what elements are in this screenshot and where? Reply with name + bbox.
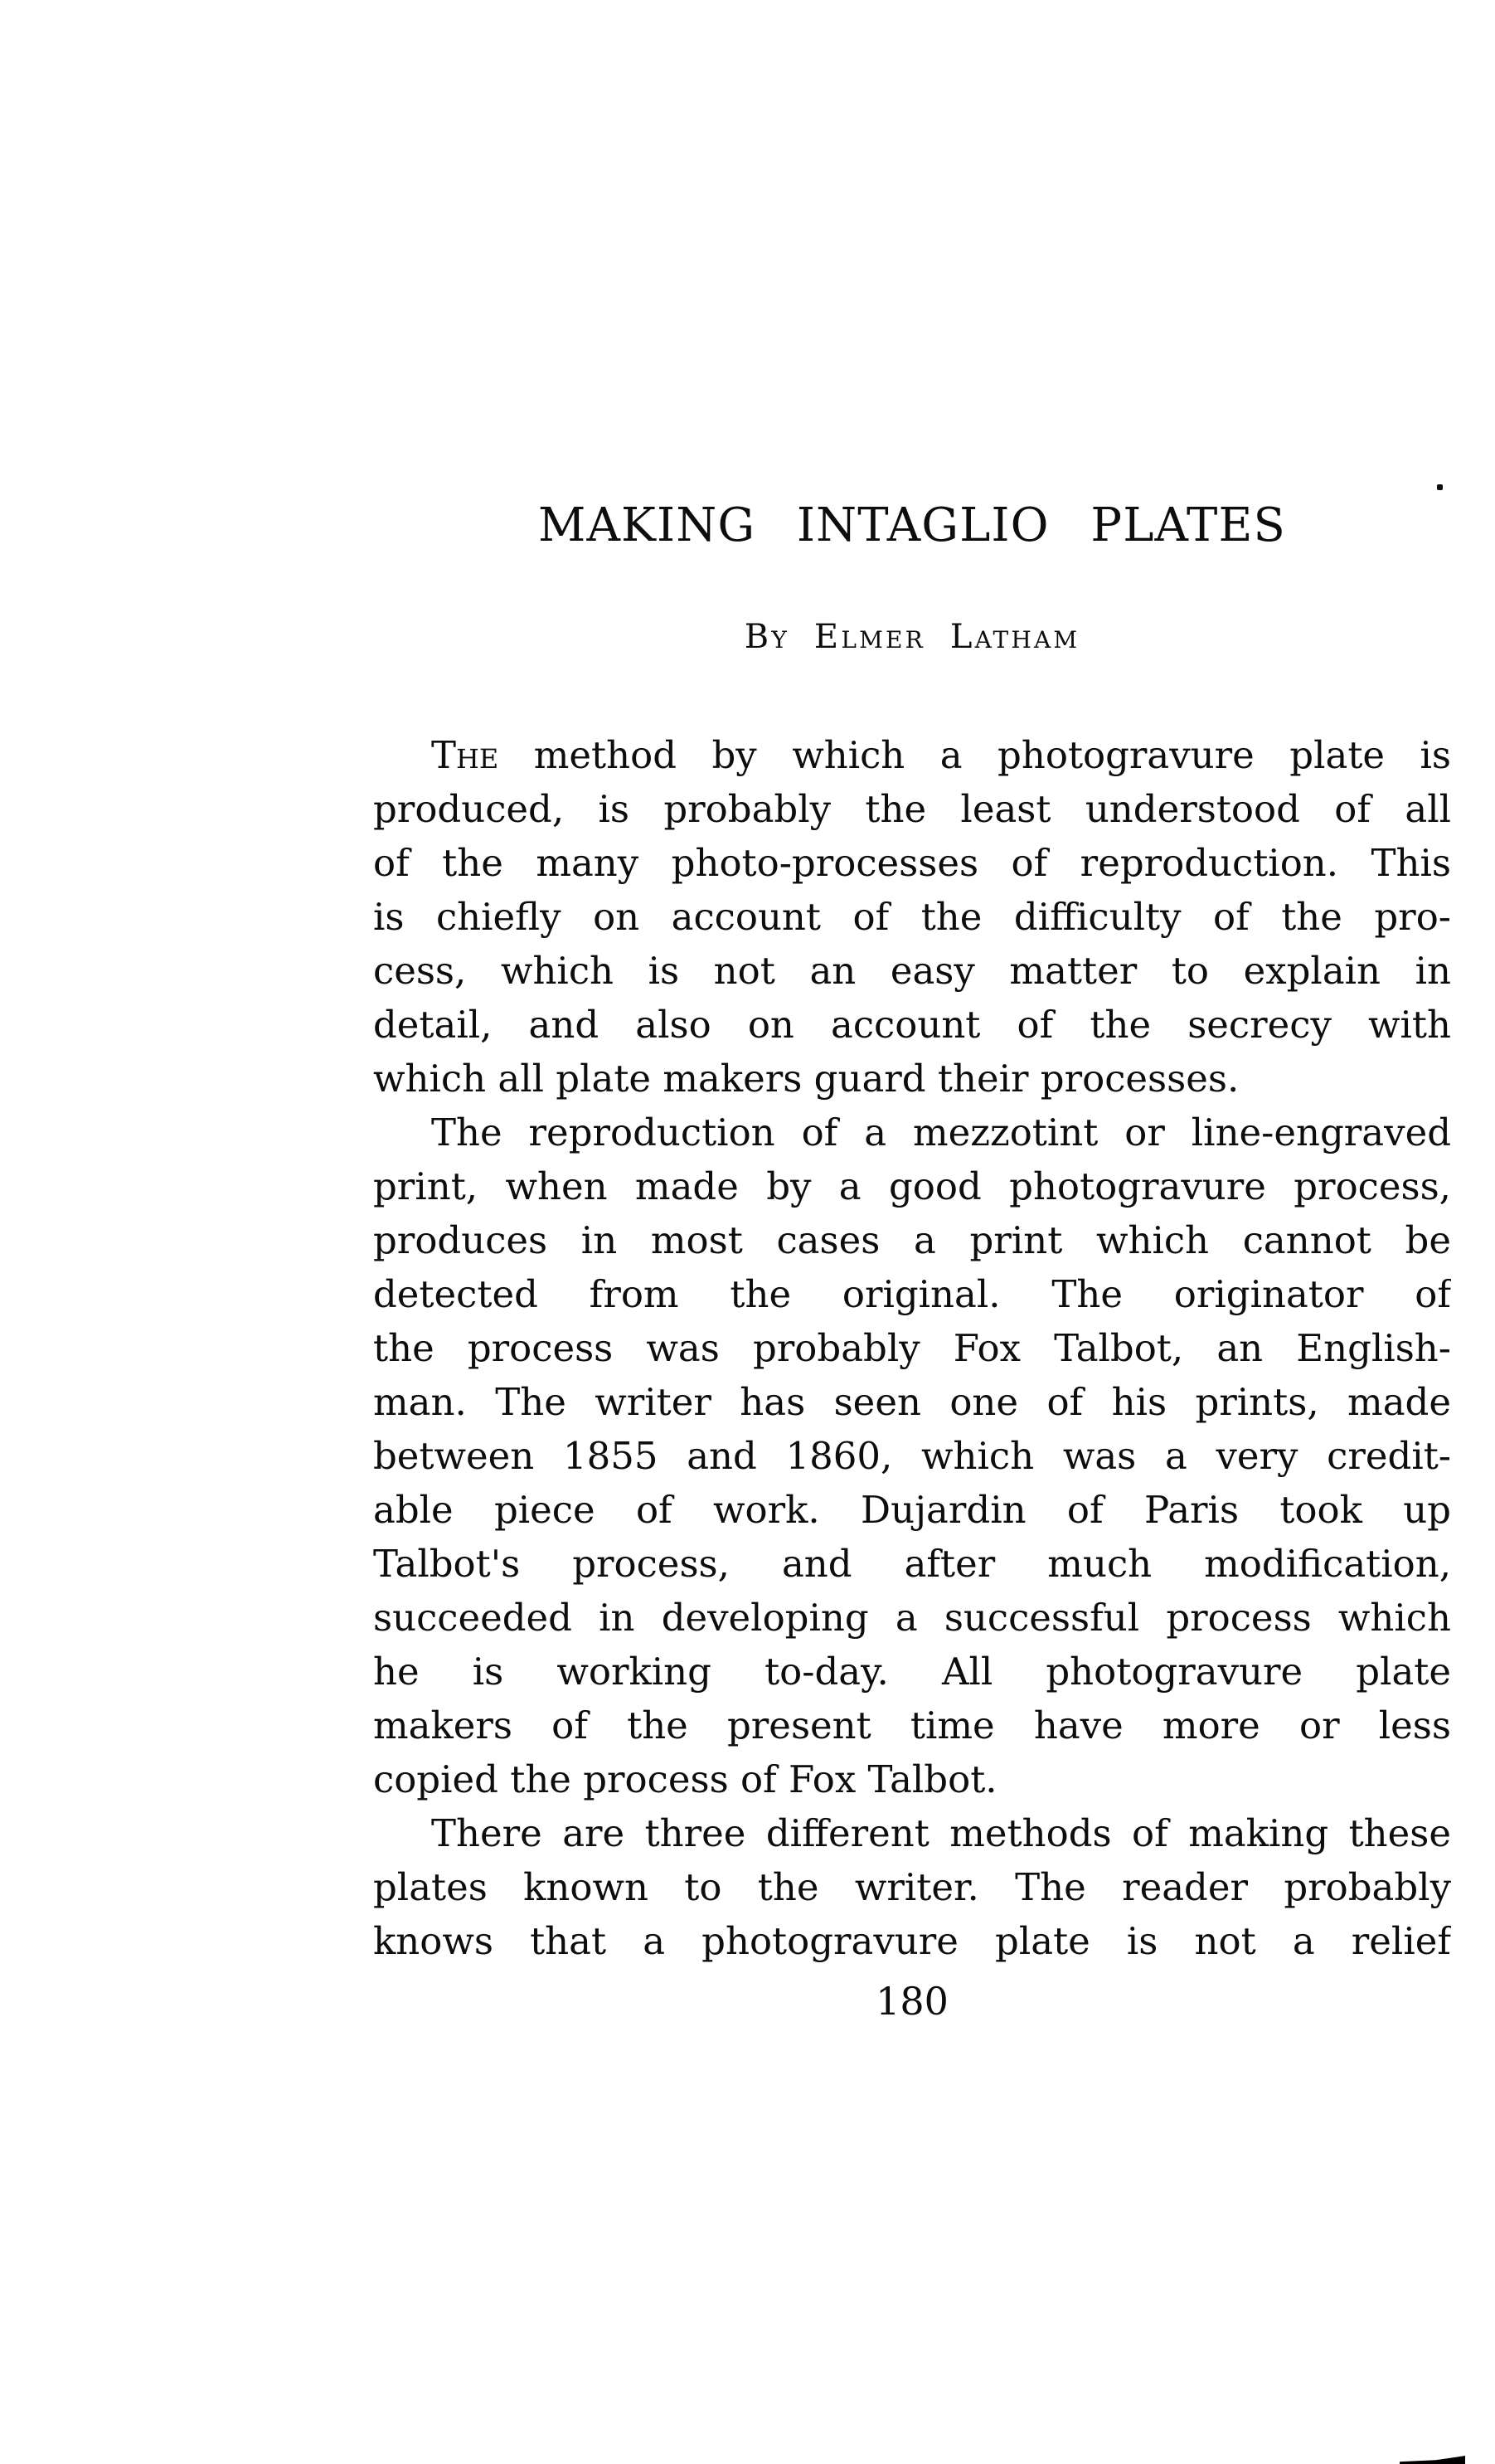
text-line: print, when made by a good photogravure process, bbox=[373, 1164, 1451, 1208]
body-text bbox=[373, 728, 1451, 1968]
ink-speck bbox=[1437, 484, 1443, 490]
text-line: knows that a photogravure plate is not a relief bbox=[373, 1919, 1451, 1963]
text-line: plates known to the writer. The reader probably bbox=[373, 1865, 1451, 1909]
text-line: between 1855 and 1860, which was a very credit- bbox=[373, 1434, 1451, 1478]
text-line: the process was probably Fox Talbot, an English- bbox=[373, 1326, 1451, 1370]
text-line: detected from the original. The originator of bbox=[373, 1272, 1451, 1316]
text-line: detail, and also on account of the secrecy with bbox=[373, 1003, 1451, 1047]
text-line: The reproduction of a mezzotint or line-engraved bbox=[431, 1111, 1451, 1154]
text-line: is chiefly on account of the difficulty of the pro- bbox=[373, 895, 1451, 939]
text-line: produced, is probably the least understood of all bbox=[373, 787, 1451, 831]
article-byline: By Elmer Latham bbox=[744, 618, 1080, 656]
text-line: cess, which is not an easy matter to explain in bbox=[373, 949, 1451, 993]
article-title: MAKING INTAGLIO PLATES bbox=[538, 498, 1286, 552]
text-line: produces in most cases a print which cannot be bbox=[373, 1218, 1451, 1262]
text-line: succeeded in developing a successful process which bbox=[373, 1596, 1451, 1640]
text-line: The method by which a photogravure plate is bbox=[431, 733, 1451, 777]
text-line: copied the process of Fox Talbot. bbox=[373, 1757, 997, 1801]
text-line: he is working to-day. All photogravure plate bbox=[373, 1650, 1451, 1694]
text-line: There are three different methods of making these bbox=[431, 1811, 1451, 1855]
text-line: Talbot's process, and after much modification, bbox=[373, 1542, 1451, 1586]
scan-smudge bbox=[1400, 2456, 1465, 2464]
page-number: 180 bbox=[876, 1979, 949, 2024]
text-line: of the many photo-processes of reproduction. This bbox=[373, 841, 1451, 885]
text-line: which all plate makers guard their processes. bbox=[373, 1057, 1240, 1101]
small-caps-lead: The bbox=[431, 733, 499, 777]
text-line: makers of the present time have more or less bbox=[373, 1703, 1451, 1747]
text-line: man. The writer has seen one of his prints, made bbox=[373, 1380, 1451, 1424]
text-line: able piece of work. Dujardin of Paris took up bbox=[373, 1488, 1451, 1532]
